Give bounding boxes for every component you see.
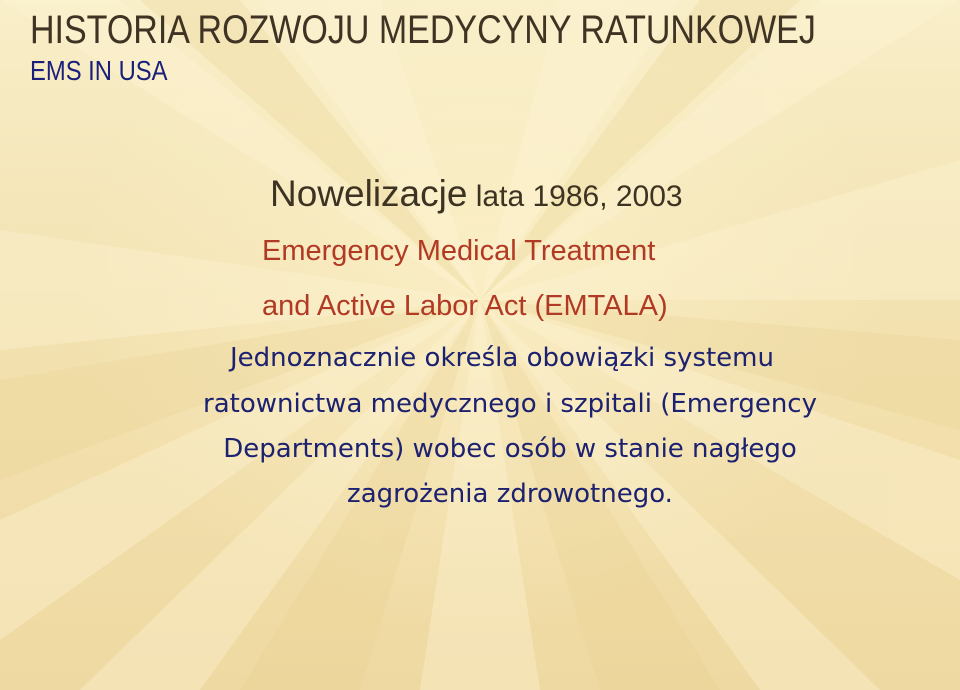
act-name-line-2: and Active Labor Act (EMTALA) xyxy=(262,290,668,322)
act-name-line-1: Emergency Medical Treatment xyxy=(262,235,656,267)
body-text-line: zagrożenia zdrowotnego. xyxy=(347,479,673,509)
slide-subtitle: EMS IN USA xyxy=(30,55,168,86)
heading-main: Nowelizacje xyxy=(270,173,468,214)
content-heading xyxy=(270,171,683,220)
slide-title: HISTORIA ROZWOJU MEDYCYNY RATUNKOWEJ xyxy=(30,8,816,52)
heading-years: lata 1986, 2003 xyxy=(467,180,683,213)
body-text-line: Jednoznacznie określa obowiązki systemu xyxy=(230,343,774,373)
body-text-line: ratownictwa medycznego i szpitali (Emergency xyxy=(203,389,817,419)
body-text-line: Departments) wobec osób w stanie nagłego xyxy=(223,434,797,464)
